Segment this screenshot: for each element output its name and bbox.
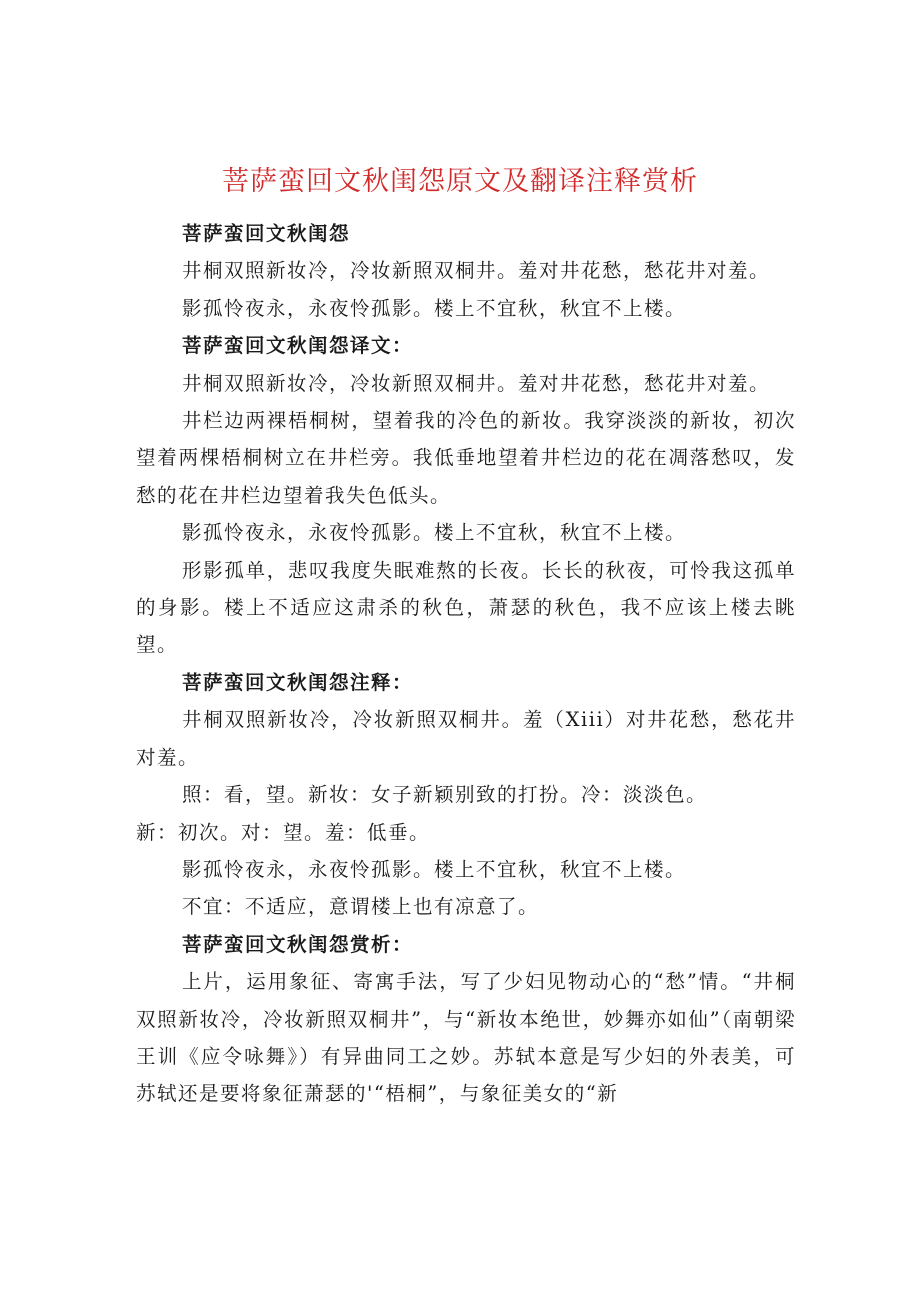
translation-paragraph: 井栏边两裸梧桐树，望着我的冷色的新妆。我穿淡淡的新妆，初次望着两棵梧桐树立在井栏旁。我低垂地望着井栏边的花在凋落愁叹，发愁的花在井栏边望着我失色低头。	[136, 409, 796, 507]
translation-paragraph: 形影孤单，悲叹我度失眠难熬的长夜。长长的秋夜，可怜我这孤单的身影。楼上不适应这肃杀的秋色，萧瑟的秋色，我不应该上楼去眺望。	[136, 558, 796, 657]
section-heading-translation: 菩萨蛮回文秋闺怨译文：	[182, 334, 414, 358]
notes-paragraph: 新：初次。对：望。羞：低垂。	[136, 820, 431, 844]
document-body	[136, 215, 796, 1113]
poem-line: 影孤怜夜永，永夜怜孤影。楼上不宜秋，秋宜不上楼。	[182, 857, 687, 881]
section-heading-notes: 菩萨蛮回文秋闺怨注释：	[182, 670, 414, 694]
poem-line: 井桐双照新妆冷，冷妆新照双桐井。羞对井花愁，愁花井对羞。	[182, 371, 771, 395]
section-heading-appreciation: 菩萨蛮回文秋闺怨赏析：	[182, 932, 414, 956]
notes-paragraph: 不宜：不适应，意谓楼上也有凉意了。	[182, 895, 540, 919]
poem-line: 影孤怜夜永，永夜怜孤影。楼上不宜秋，秋宜不上楼。	[182, 521, 687, 545]
notes-paragraph: 井桐双照新妆冷，冷妆新照双桐井。羞（Xiii）对井花愁，愁花井对羞。	[136, 708, 796, 769]
appreciation-paragraph: 上片，运用象征、寄寓手法，写了少妇见物动心的“愁”情。“井桐双照新妆冷，冷妆新照双桐井”，与“新妆本绝世，妙舞亦如仙”（南朝梁王训《应令咏舞》）有异曲同工之妙。苏轼本意是写少妇的外表美，可苏轼还是要将象征萧瑟的'“梧桐”，与象征美女的“新	[136, 970, 796, 1106]
notes-paragraph: 照：看，望。新妆：女子新颖别致的打扮。冷：淡淡色。	[182, 783, 708, 807]
poem-line: 井桐双照新妆冷，冷妆新照双桐井。羞对井花愁，愁花井对羞。	[182, 259, 771, 283]
section-heading-original: 菩萨蛮回文秋闺怨	[182, 222, 351, 245]
poem-line: 影孤怜夜永，永夜怜孤影。楼上不宜秋，秋宜不上楼。	[182, 296, 687, 320]
document-title: 菩萨蛮回文秋闺怨原文及翻译注释赏析	[222, 166, 698, 197]
